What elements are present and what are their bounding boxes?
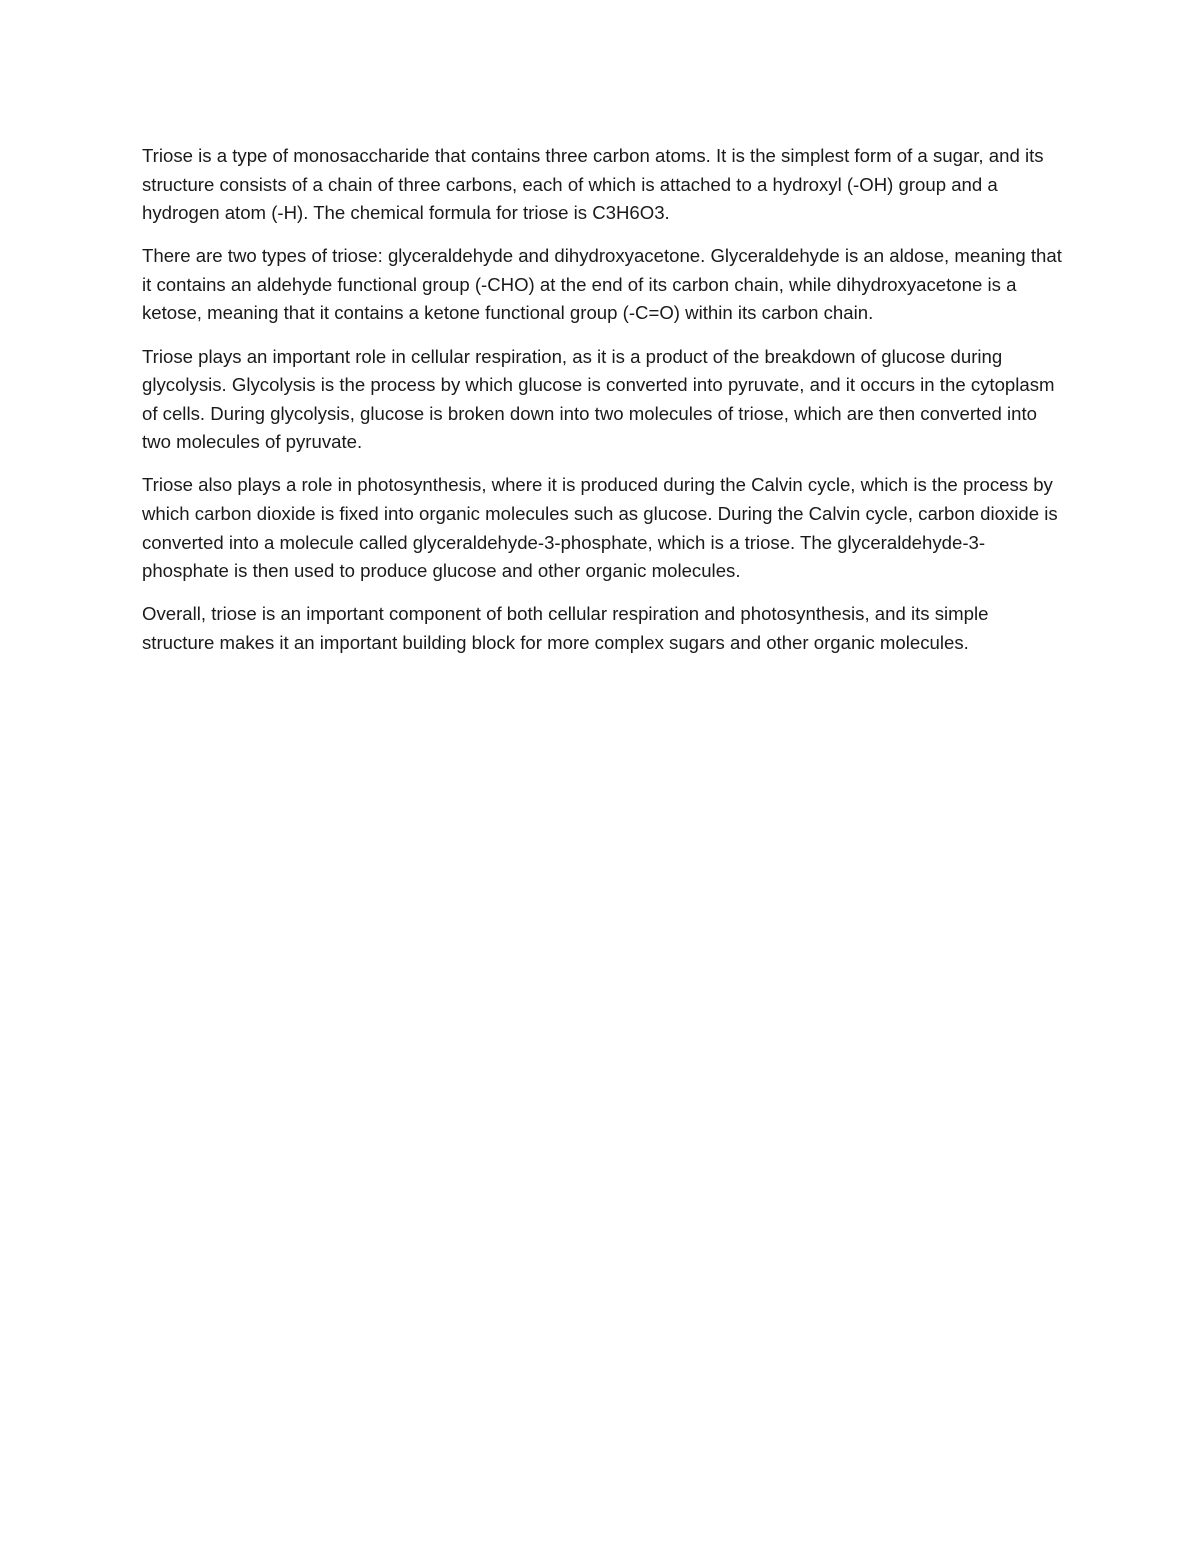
paragraph-cellular-respiration: Triose plays an important role in cellular respiration, as it is a product of the breakdown of glucose during glycolysis. Glycolysis is the process by which glucose is converted into pyruvate, and it occurs in the cytoplasm of cells. During glycolysis, glucose is broken down into two molecules of triose, which are then converted into two molecules of pyruvate. [142,345,1055,453]
paragraph-triose-types: There are two types of triose: glyceraldehyde and dihydroxyacetone. Glyceraldehyde is an aldose, meaning that it contains an aldehyde functional group (-CHO) at the end of its carbon chain, while dihydroxyacetone is a ketose, meaning that it contains a ketone functional group (-C=O) within its carbon chain. [142,245,1062,324]
paragraph-photosynthesis: Triose also plays a role in photosynthesis, where it is produced during the Calvin cycle, which is the process by which carbon dioxide is fixed into organic molecules such as glucose. During the Calvin cycle, carbon dioxide is converted into a molecule called glyceraldehyde-3-phosphate, which is a triose. The glyceraldehyde-3-phosphate is then used to produce glucose and other organic molecules. [142,474,1058,582]
paragraph-overall-summary: Overall, triose is an important component of both cellular respiration and photosynthesis, and its simple structure makes it an important building block for more complex sugars and other organic molecules. [142,603,989,653]
paragraph-triose-definition: Triose is a type of monosaccharide that contains three carbon atoms. It is the simplest form of a sugar, and its structure consists of a chain of three carbons, each of which is attached to a hydroxyl (-OH) group and a hydrogen atom (-H). The chemical formula for triose is C3H6O3. [142,145,1044,224]
document-body [142,142,1062,672]
